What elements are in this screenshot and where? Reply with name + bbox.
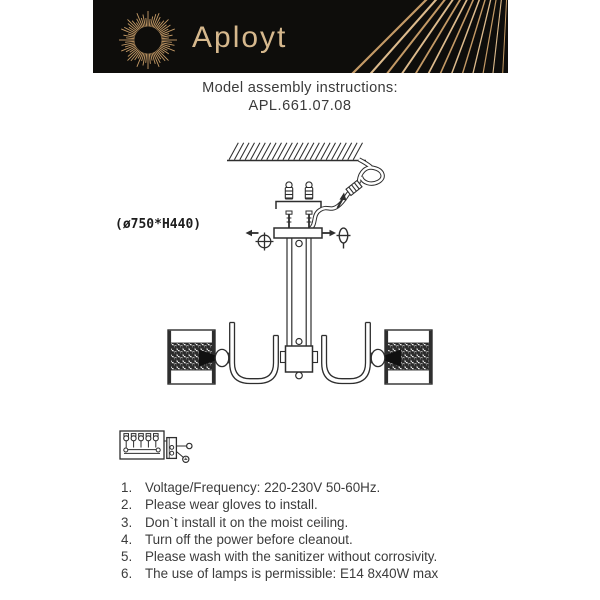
item-number: 6. — [121, 566, 133, 582]
lamp-arm-left — [230, 323, 279, 384]
instruction-item — [121, 479, 438, 496]
power-wire-icon — [310, 160, 383, 230]
item-text: Don`t install it on the moist ceiling. — [145, 514, 349, 530]
item-number: 3. — [121, 514, 133, 530]
item-text: Please wear gloves to install. — [145, 497, 318, 513]
canopy-plate — [274, 228, 322, 238]
turn-screw-icon — [246, 230, 274, 251]
item-number: 5. — [121, 549, 133, 565]
instruction-item — [121, 565, 438, 582]
brand-logo: Aployt — [192, 21, 288, 54]
instruction-item — [121, 548, 438, 565]
stem-rods — [287, 238, 311, 346]
model-number: APL.661.07.08 — [248, 98, 352, 114]
wiring-diagram — [120, 431, 192, 462]
dimension-label: (ø750*H440) — [115, 217, 202, 232]
item-text: Turn off the power before cleanout. — [145, 531, 353, 547]
ceiling-hatch-icon — [227, 143, 366, 161]
lamp-shade-right — [371, 330, 432, 384]
item-number: 4. — [121, 531, 133, 547]
center-body — [281, 346, 318, 379]
wall-anchor-icon — [285, 182, 312, 199]
turn-nut-icon — [322, 228, 351, 248]
instruction-list — [121, 479, 438, 583]
instruction-item — [121, 514, 438, 531]
item-number: 2. — [121, 497, 133, 513]
instruction-item — [121, 531, 438, 548]
item-text: The use of lamps is permissible: E14 8x40W max — [145, 566, 439, 582]
lamp-arm-right — [322, 323, 371, 384]
lamp-shade-left — [168, 330, 229, 384]
instruction-item — [121, 496, 438, 513]
item-text: Please wash with the sanitizer without corrosivity. — [145, 549, 438, 565]
mounting-bracket-icon — [276, 202, 321, 210]
page-title: Model assembly instructions: — [202, 80, 398, 96]
item-text: Voltage/Frequency: 220-230V 50-60Hz. — [145, 480, 381, 495]
item-number: 1. — [121, 480, 133, 495]
